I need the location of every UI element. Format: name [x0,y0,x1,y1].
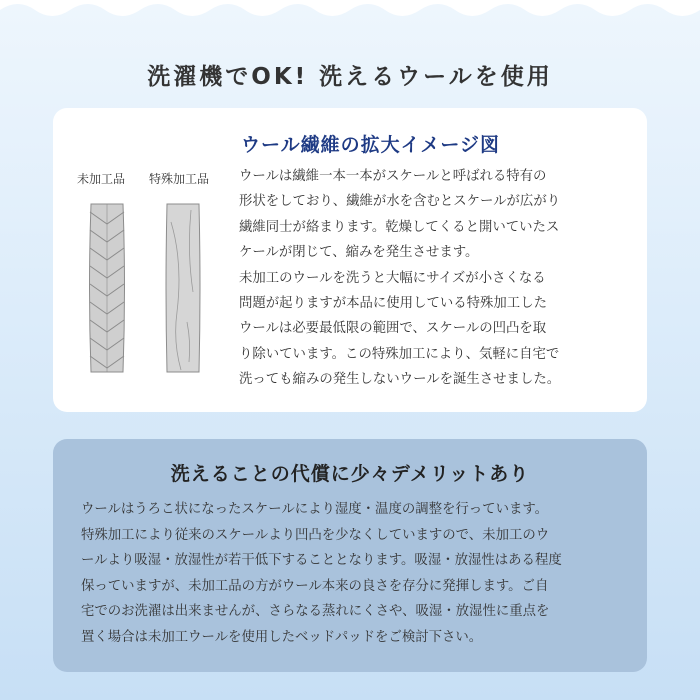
untreated-label: 未加工品 [77,172,126,186]
headline: 洗濯機でOK! 洗えるウールを使用 [147,64,553,90]
body-line: 特殊加工により従来のスケールより凹凸を少なくしていますので、未加工のウ [81,527,550,543]
fiber-section-body [239,164,631,393]
body-line: ケールが閉じて、縮みを発生させます。 [239,245,479,261]
body-line: ールより吸湿・放湿性が若干低下することとなります。吸湿・放湿性はある程度 [81,553,562,569]
demerit-section-title: 洗えることの代償に少々デメリットあり [170,463,530,485]
body-line: ウールは繊維一本一本がスケールと呼ばれる特有の [239,169,547,184]
fiber-info-card [53,108,647,412]
body-line: 繊維同士が絡まります。乾燥してくると開いていたス [239,219,560,235]
top-wave-decoration [0,0,700,40]
treated-label: 特殊加工品 [149,172,210,186]
untreated-fiber-illustration [85,202,129,374]
body-line: ウールは必要最低限の範囲で、スケールの凹凸を取 [239,321,547,337]
body-line: 置く場合は未加工ウールを使用したベッドパッドをご検討下さい。 [81,629,483,645]
body-line: ウールはうろこ状になったスケールにより湿度・温度の調整を行っています。 [81,502,549,517]
body-line: 宅でのお洗濯は出来ませんが、さらなる蒸れにくさや、吸湿・放湿性に重点を [81,604,550,620]
body-line: 問題が起りますが本品に使用している特殊加工した [239,296,547,312]
body-line: 保っていますが、未加工品の方がウール本来の良さを存分に発揮します。ご自 [81,578,549,594]
demerit-card [53,439,647,672]
fiber-section-title: ウール繊維の拡大イメージ図 [241,134,501,156]
body-line: 形状をしており、繊維が水を含むとスケールが広がり [239,194,561,210]
demerit-section-body [81,497,626,651]
body-line: 未加工のウールを洗うと大幅にサイズが小さくなる [239,270,546,286]
body-line: 洗っても縮みの発生しないウールを誕生させました。 [239,372,561,388]
body-line: り除いています。この特殊加工により、気軽に自宅で [239,346,560,362]
treated-fiber-illustration [161,202,205,374]
